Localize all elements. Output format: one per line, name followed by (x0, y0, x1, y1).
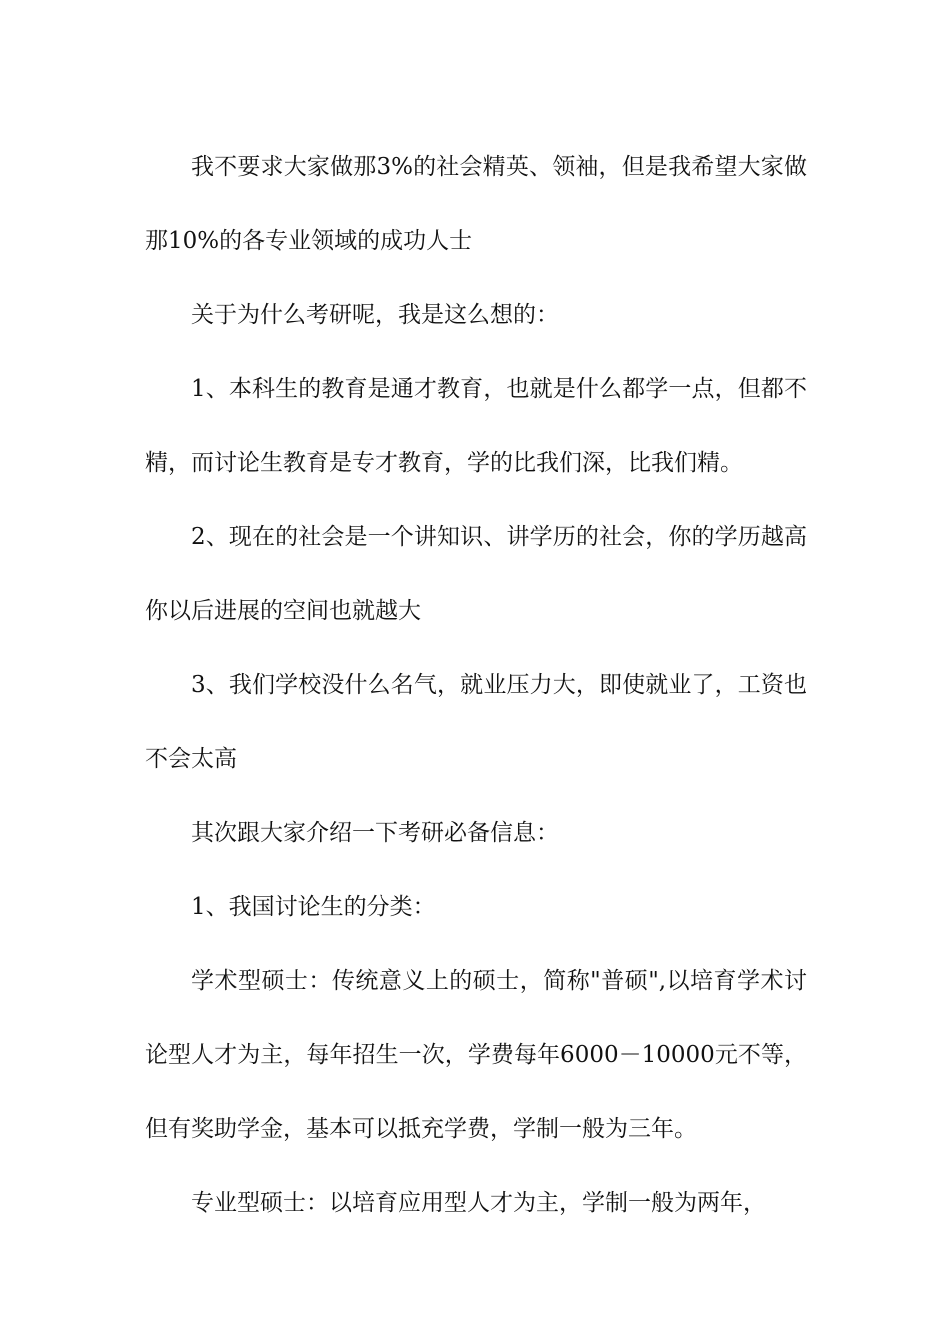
paragraph-academic-master: 学术型硕士：传统意义上的硕士，简称"普硕",以培育学术讨论型人才为主，每年招生一次，学费每年6000－10000元不等，但有奖助学金，基本可以抵充学费，学制一般为三年。 (145, 968, 807, 1142)
paragraph-info-intro: 其次跟大家介绍一下考研必备信息： (191, 820, 559, 846)
paragraph-reason-1: 1、本科生的教育是通才教育，也就是什么都学一点，但都不精，而讨论生教育是专才教育，学的比我们深，比我们精。 (145, 376, 807, 476)
document-body (145, 130, 807, 1240)
paragraph-classification: 1、我国讨论生的分类： (191, 894, 436, 920)
paragraph-reason-2: 2、现在的社会是一个讲知识、讲学历的社会，你的学历越高你以后进展的空间也就越大 (145, 524, 807, 624)
paragraph-elite-goal: 我不要求大家做那3%的社会精英、领袖，但是我希望大家做那10%的各专业领域的成功人士 (145, 154, 807, 254)
paragraph-professional-master: 专业型硕士：以培育应用型人才为主，学制一般为两年， (191, 1190, 766, 1216)
paragraph-reason-3: 3、我们学校没什么名气，就业压力大，即使就业了，工资也不会太高 (145, 672, 807, 772)
paragraph-why-postgrad: 关于为什么考研呢，我是这么想的： (191, 302, 559, 328)
